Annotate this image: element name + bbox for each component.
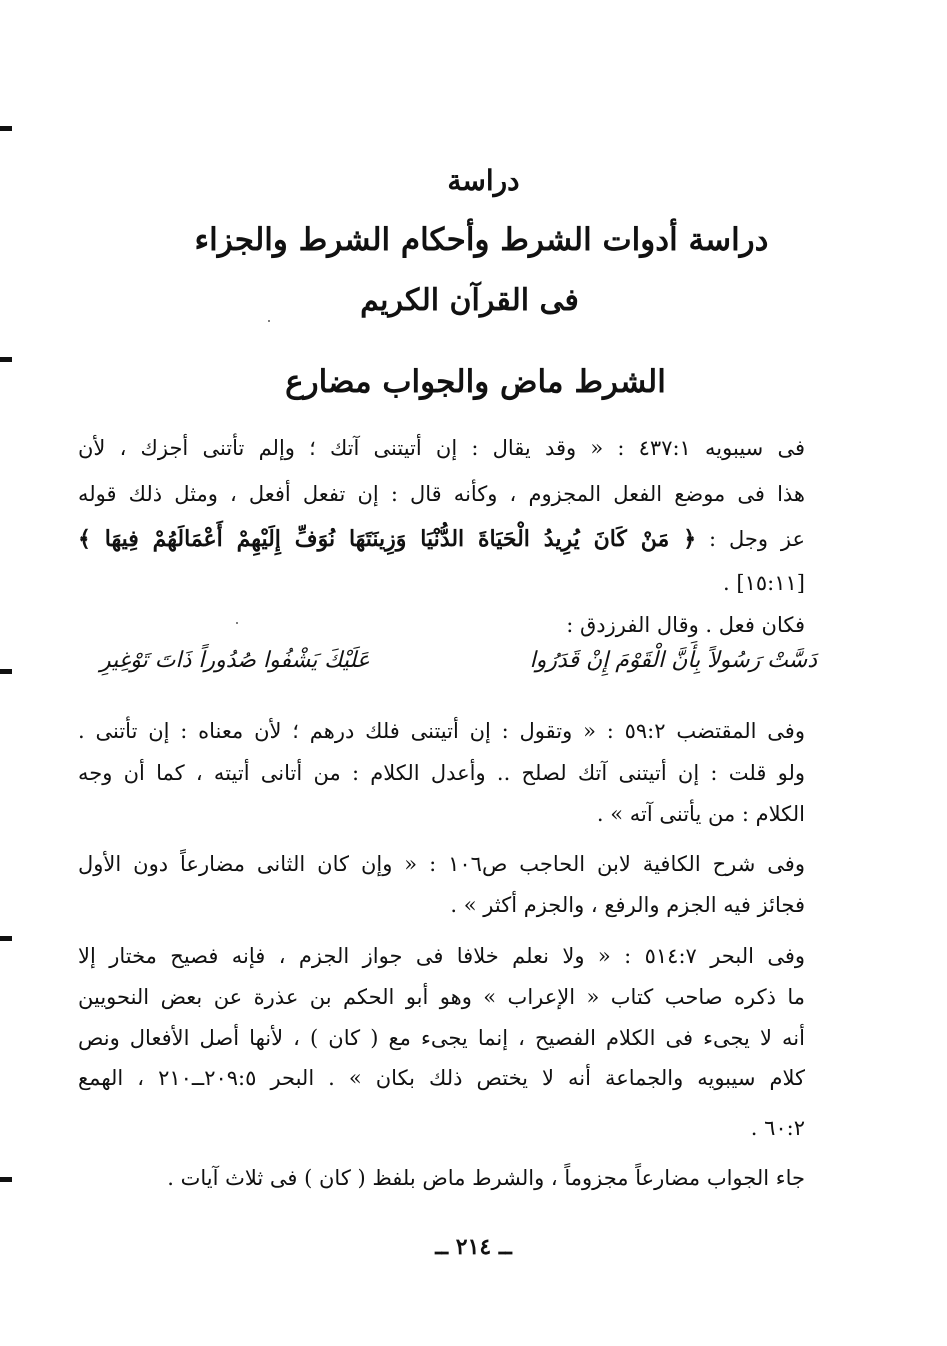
scan-speck <box>268 320 270 322</box>
poem-hemistich-second: عَلَيْكَ يَشْفُوا صُدُوراً ذَاتَ تَوْغِيرِ <box>100 648 370 673</box>
scan-margin-mark <box>0 357 12 362</box>
text-line: هذا فى موضع الفعل المجزوم ، وكأنه قال : إن تفعل أفعل ، ومثل ذلك قوله <box>78 482 805 506</box>
text-line: أنه لا يجىء فى الكلام الفصيح ، إنما يجىء مع ( كان ) ، لأنها أصل الأفعال ونص <box>78 1026 805 1050</box>
heading-study: دراسة <box>447 164 520 197</box>
text-line: ٦٠:٢ . <box>750 1116 805 1140</box>
text-line: وفى المقتضب ٥٩:٢ : « وتقول : إن أتيتنى فلك درهم ؛ لأن معناه : إن تأتنى . <box>78 719 805 743</box>
text-line: كلام سيبويه والجماعة أنه لا يختص ذلك بكان » . البحر ٢٠٩:٥ــ٢١٠ ، الهمع <box>78 1066 806 1090</box>
section-heading: الشرط ماض والجواب مضارع <box>285 364 666 400</box>
poem-hemistich-first: دَسَّتْ رَسُولاً بِأَنَّ الْقَوْمَ إِنْ قَدَرُوا <box>529 648 817 673</box>
heading-title: دراسة أدوات الشرط وأحكام الشرط والجزاء <box>194 222 769 258</box>
scan-margin-mark <box>0 669 12 674</box>
text-line: الكلام : من يأتنى آته » . <box>596 802 805 826</box>
text-line: ولو قلت : إن أتيتنى آتك لصلح .. وأعدل الكلام : من أتانى أتيته ، كما أن وجه <box>78 761 805 785</box>
quran-verse: ﴿ مَنْ كَانَ يُرِيدُ الْحَيَاةَ الدُّنْيَا وَزِينَتَهَا نُوَفِّ إِلَيْهِمْ أَعْمَالَهُمْ فِيهَا ﴾ <box>78 526 697 552</box>
text-line: جاء الجواب مضارعاً مجزوماً ، والشرط ماض بلفظ ( كان ) فى ثلاث آيات . <box>167 1166 805 1190</box>
text-line-with-verse <box>78 526 805 552</box>
text-line: وفى البحر ٥١٤:٧ : « ولا نعلم خلافا فى جواز الجزم ، فإنه فصيح مختار إلا <box>78 944 805 968</box>
poetry-verse <box>100 648 817 688</box>
heading-subtitle: فى القرآن الكريم <box>360 283 579 318</box>
text-line: [١٥:١١] . <box>723 571 805 595</box>
scan-margin-mark <box>0 1177 12 1182</box>
text-span: عز وجل : <box>709 527 806 551</box>
text-line: فكان فعل . وقال الفرزدق : <box>566 613 805 637</box>
scan-margin-mark <box>0 936 12 941</box>
scan-margin-mark <box>0 126 12 131</box>
text-line: ما ذكره صاحب كتاب « الإعراب » وهو أبو الحكم بن عذرة عن بعض النحويين <box>78 985 805 1009</box>
text-line: فجائز فيه الجزم والرفع ، والجزم أكثر » . <box>450 893 805 917</box>
page-number: ــ ٢١٤ ــ <box>435 1234 512 1260</box>
text-line: وفى شرح الكافية لابن الحاجب ص١٠٦ : « وإن كان الثانى مضارعاً دون الأول <box>78 852 805 876</box>
text-line: فى سيبويه ٤٣٧:١ : « وقد يقال : إن أتيتنى آتك ؛ وإلم تأتنى أجزك ، لأن <box>78 436 805 460</box>
